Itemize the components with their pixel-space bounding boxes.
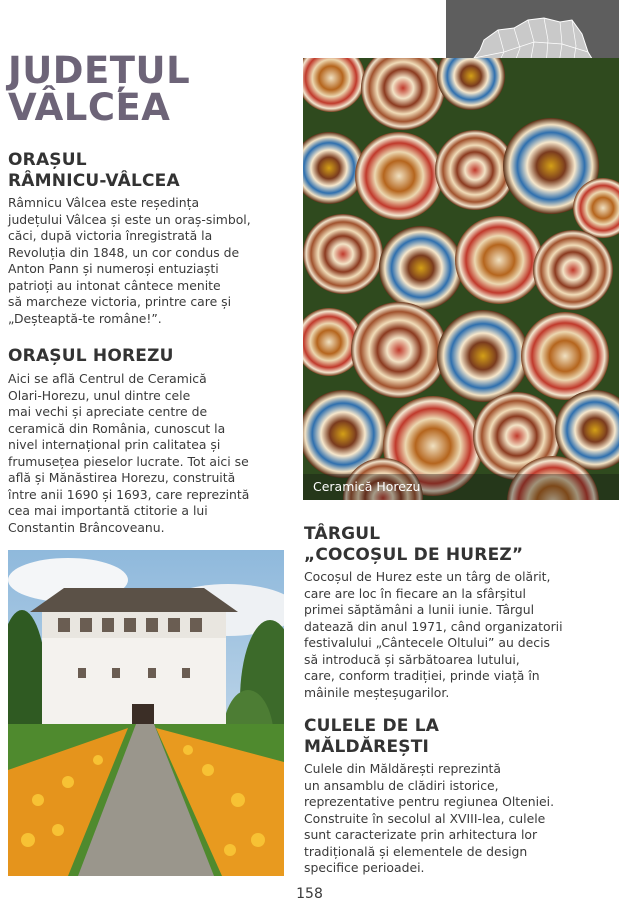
text-line: să marcheze victoria, printre care și	[8, 294, 232, 309]
text-line: să introducă și sărbătoarea lutului,	[304, 651, 520, 667]
section-heading	[304, 716, 614, 758]
title-line-1: JUDEȚUL	[8, 49, 191, 92]
page-number: 158	[296, 886, 323, 902]
text-line: mâinile meșteșugarilor.	[304, 684, 450, 700]
section-heading	[8, 150, 288, 192]
section-horezu	[8, 346, 288, 536]
section-body	[8, 195, 288, 327]
text-line: Anton Pann și numeroși entuziaști	[8, 261, 219, 276]
heading-line: MĂLDĂREȘTI	[304, 737, 430, 757]
text-line: festivalului „Cântecele Oltului” au decis	[304, 635, 550, 650]
section-body	[8, 371, 288, 536]
page-title	[8, 49, 191, 129]
text-line: Râmnicu Vâlcea este reședința	[8, 195, 200, 210]
text-line: primei săptămâni a lunii iunie. Târgul	[304, 602, 535, 617]
text-line: Aici se află Centrul de Ceramică	[8, 371, 207, 386]
heading-line: TÂRGUL	[304, 524, 381, 544]
culele-building-image	[8, 550, 284, 876]
section-heading: ORAȘUL HOREZU	[8, 346, 174, 366]
section-heading	[304, 524, 614, 566]
text-line: Construite în secolul al XVIII-lea, culele	[304, 810, 546, 826]
text-line: care are loc în fiecare an la sfârșitul	[304, 585, 526, 601]
section-targul-cocosul-de-hurez	[304, 524, 614, 701]
title-line-2: VÂLCEA	[8, 86, 171, 129]
text-line: specifice perioadei.	[304, 860, 425, 875]
culele-photo	[8, 550, 284, 876]
heading-line: RÂMNICU-VÂLCEA	[8, 171, 180, 191]
text-line: află și Mănăstirea Horezu, construită	[8, 470, 236, 485]
text-line: între anii 1690 și 1693, care reprezintă	[8, 486, 250, 502]
section-body	[304, 569, 614, 701]
text-line: tradițională și elementele de design	[304, 843, 528, 859]
heading-line: ORAȘUL	[8, 150, 87, 170]
text-line: județului Vâlcea și este un oraș-simbol,	[8, 211, 251, 227]
text-line: care, conform tradiției, prinde viață în	[304, 668, 540, 683]
heading-line: CULELE DE LA	[304, 716, 440, 736]
text-line: frumusețea pieselor lucrate. Tot aici se	[8, 453, 249, 469]
heading-line: „COCOȘUL DE HUREZ”	[304, 545, 524, 565]
text-line: ceramică din România, cunoscut la	[8, 420, 226, 436]
text-line: căci, după victoria înregistrată la	[8, 228, 213, 243]
text-line: Revoluția din 1848, un cor condus de	[8, 244, 240, 260]
text-line: mai vechi și apreciate centre de	[8, 404, 208, 419]
text-line: datează din anul 1971, când organizatorii	[304, 618, 563, 634]
text-line: Cocoșul de Hurez este un târg de olărit,	[304, 569, 551, 584]
text-line: Culele din Măldărești reprezintă	[304, 761, 502, 776]
text-line: un ansamblu de clădiri istorice,	[304, 777, 499, 793]
text-line: Constantin Brâncoveanu.	[8, 519, 165, 535]
text-line: sunt caracterizate prin arhitectura lor	[304, 827, 538, 842]
section-ramnicu-valcea	[8, 150, 288, 327]
text-line: nivel internațional prin calitatea și	[8, 437, 221, 452]
text-line: cea mai importantă ctitorie a lui	[8, 503, 208, 518]
photo-caption: Ceramică Horezu	[303, 474, 619, 500]
text-line: Olari-Horezu, unul dintre cele	[8, 387, 191, 403]
section-culele-maldaresti	[304, 716, 614, 877]
text-line: patrioți au intonat cântece menite	[8, 277, 221, 293]
text-line: „Deșteaptă-te române!”.	[8, 310, 162, 326]
section-body	[304, 761, 614, 877]
ceramic-plates-image	[303, 58, 619, 500]
ceramics-photo	[303, 58, 619, 500]
text-line: reprezentative pentru regiunea Olteniei.	[304, 794, 555, 809]
